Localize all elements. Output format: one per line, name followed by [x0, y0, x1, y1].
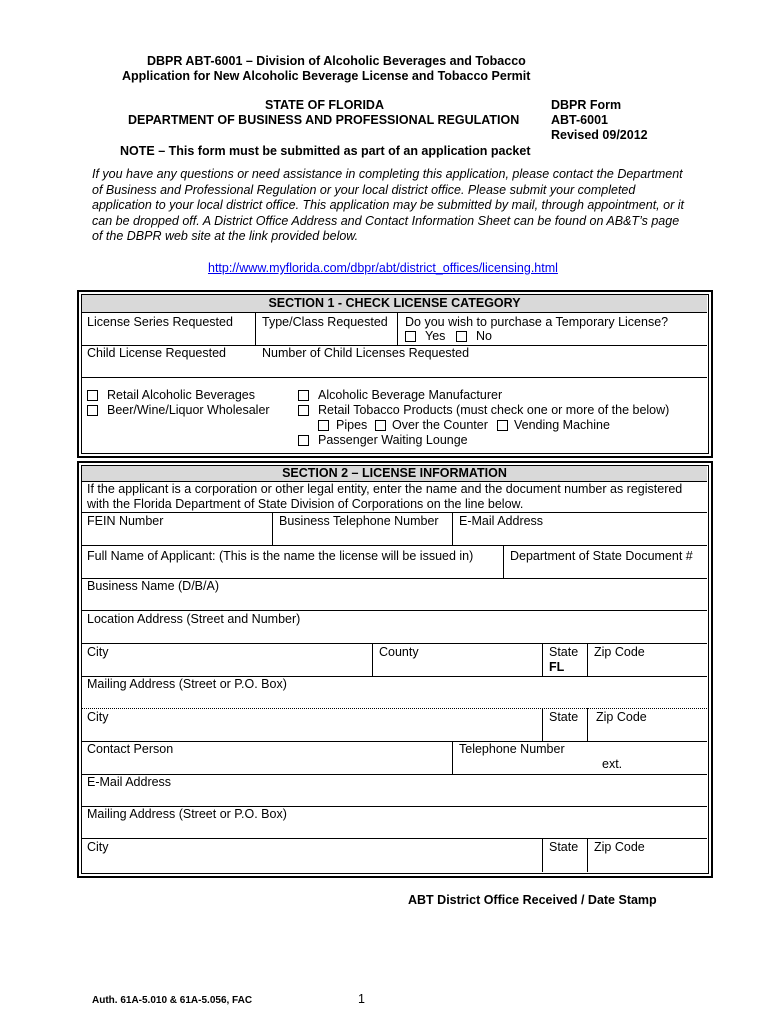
- email-label: E-Mail Address: [459, 514, 544, 528]
- divider: [272, 512, 273, 545]
- divider: [82, 610, 707, 611]
- page-number: 1: [358, 992, 365, 1006]
- child-license-label: Child License Requested: [87, 346, 226, 360]
- section2-instructions: If the applicant is a corporation or other legal entity, enter the name and the document number as registered with the Florida Department of State Division of Corporations on the line below.: [87, 482, 683, 511]
- divider: [587, 708, 588, 741]
- mailing-address-label: Mailing Address (Street or P.O. Box): [87, 677, 287, 691]
- vending-checkbox[interactable]: [497, 420, 508, 431]
- business-phone-label: Business Telephone Number: [279, 514, 439, 528]
- license-series-label: License Series Requested: [87, 315, 233, 329]
- fein-label: FEIN Number: [87, 514, 164, 528]
- state-heading: STATE OF FLORIDA: [265, 98, 384, 112]
- full-name-label: Full Name of Applicant: (This is the name the license will be issued in): [87, 549, 474, 563]
- contact-email-label: E-Mail Address: [87, 775, 172, 789]
- section1-title: SECTION 1 - CHECK LICENSE CATEGORY: [82, 295, 707, 313]
- divider: [255, 313, 256, 345]
- yes-label: Yes: [425, 329, 446, 343]
- child-number-label: Number of Child Licenses Requested: [262, 346, 470, 360]
- retail-alcoholic-checkbox[interactable]: [87, 390, 98, 401]
- date-stamp-label: ABT District Office Received / Date Stamp: [408, 893, 657, 907]
- divider: [542, 643, 543, 676]
- city-label: City: [87, 645, 109, 659]
- telephone-label: Telephone Number: [459, 742, 565, 756]
- state-label: State: [549, 645, 579, 659]
- retail-alcoholic-label: Retail Alcoholic Beverages: [107, 388, 255, 402]
- mailing-state-label: State: [549, 710, 579, 724]
- location-address-label: Location Address (Street and Number): [87, 612, 301, 626]
- manufacturer-checkbox[interactable]: [298, 390, 309, 401]
- temporary-no-checkbox[interactable]: [456, 331, 467, 342]
- retail-tobacco-label: Retail Tobacco Products (must check one or more of the below): [318, 403, 670, 417]
- divider: [452, 512, 453, 545]
- divider: [397, 313, 398, 345]
- ext-label: ext.: [602, 757, 623, 771]
- dotted-divider: [82, 708, 707, 709]
- state-value: FL: [549, 660, 565, 674]
- divider: [542, 838, 543, 872]
- temporary-yes-checkbox[interactable]: [405, 331, 416, 342]
- revision-date: Revised 09/2012: [551, 128, 648, 142]
- wholesaler-label: Beer/Wine/Liquor Wholesaler: [107, 403, 270, 417]
- passenger-lounge-checkbox[interactable]: [298, 435, 309, 446]
- wholesaler-checkbox[interactable]: [87, 405, 98, 416]
- retail-tobacco-checkbox[interactable]: [298, 405, 309, 416]
- divider: [82, 643, 707, 644]
- form-label: DBPR Form: [551, 98, 622, 112]
- no-label: No: [476, 329, 492, 343]
- department-heading: DEPARTMENT OF BUSINESS AND PROFESSIONAL REGULATION: [128, 113, 520, 127]
- divider: [587, 643, 588, 676]
- county-label: County: [379, 645, 419, 659]
- mailing-city-label: City: [87, 710, 109, 724]
- business-name-label: Business Name (D/B/A): [87, 579, 219, 593]
- divider: [82, 545, 707, 546]
- form-title-line2: Application for New Alcoholic Beverage License and Tobacco Permit: [122, 69, 531, 83]
- mailing-zip-label: Zip Code: [596, 710, 647, 724]
- manufacturer-label: Alcoholic Beverage Manufacturer: [318, 388, 503, 402]
- intro-paragraph: If you have any questions or need assistance in completing this application, please contact the Department of Business and Professional Regulation or your local district office. Please submit your completed application to your local district office. This application may be submitted by mail, through appointment, or it can be dropped off. A District Office Address and Contact Information Sheet can be found on AB&T’s page of the DBPR web site at the link provided below.: [92, 167, 684, 243]
- packet-note: NOTE – This form must be submitted as part of an application packet: [120, 144, 531, 158]
- divider: [542, 708, 543, 741]
- section2-title: SECTION 2 – LICENSE INFORMATION: [82, 466, 707, 482]
- dos-document-label: Department of State Document #: [510, 549, 693, 563]
- pipes-checkbox[interactable]: [318, 420, 329, 431]
- divider: [372, 643, 373, 676]
- authority-citation: Auth. 61A-5.010 & 61A-5.056, FAC: [92, 995, 253, 1006]
- vending-label: Vending Machine: [514, 418, 610, 432]
- divider: [82, 512, 707, 513]
- divider: [82, 741, 707, 742]
- form-title-line1: DBPR ABT-6001 – Division of Alcoholic Beverages and Tobacco: [147, 54, 526, 68]
- divider: [82, 774, 707, 775]
- temporary-license-question: Do you wish to purchase a Temporary License?: [405, 315, 669, 329]
- contact-person-label: Contact Person: [87, 742, 174, 756]
- over-counter-label: Over the Counter: [392, 418, 488, 432]
- zip-label: Zip Code: [594, 645, 645, 659]
- form-number: ABT-6001: [551, 113, 608, 127]
- divider: [82, 377, 707, 378]
- contact-zip-label: Zip Code: [594, 840, 645, 854]
- divider: [503, 545, 504, 578]
- contact-mailing-label: Mailing Address (Street or P.O. Box): [87, 807, 287, 821]
- passenger-lounge-label: Passenger Waiting Lounge: [318, 433, 468, 447]
- over-counter-checkbox[interactable]: [375, 420, 386, 431]
- divider: [452, 741, 453, 774]
- contact-city-label: City: [87, 840, 109, 854]
- divider: [587, 838, 588, 872]
- district-offices-link[interactable]: http://www.myflorida.com/dbpr/abt/district_offices/licensing.html: [208, 261, 558, 275]
- divider: [82, 838, 707, 839]
- type-class-label: Type/Class Requested: [262, 315, 388, 329]
- contact-state-label: State: [549, 840, 579, 854]
- pipes-label: Pipes: [336, 418, 368, 432]
